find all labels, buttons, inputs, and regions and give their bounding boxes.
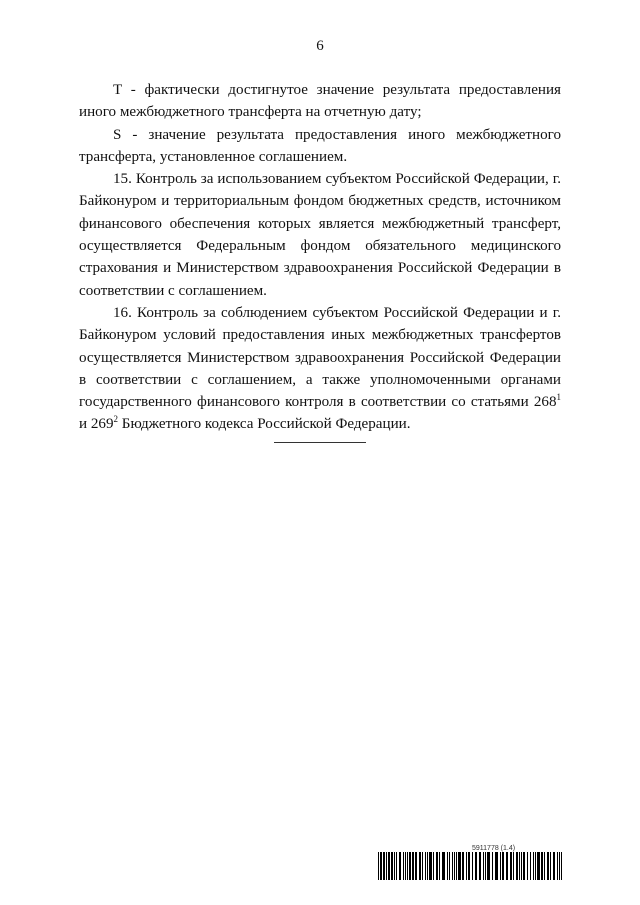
barcode-bar bbox=[433, 852, 434, 880]
barcode-bar bbox=[519, 852, 520, 880]
barcode-bar bbox=[383, 852, 385, 880]
page-number: 6 bbox=[316, 38, 324, 54]
paragraph-s-definition: S - значение результата предоставления иного межбюджетного трансферта, установленное соглашением. bbox=[79, 126, 561, 165]
barcode-bar bbox=[516, 852, 518, 880]
barcode-bar bbox=[479, 852, 481, 880]
barcode-bar bbox=[439, 852, 440, 880]
paragraph-16-text: 16. Контроль за соблюдением субъектом Российской Федерации и г. Байконуром условий предоставления иных межбюджетных трансфертов осуществляется Министерством здравоохранения Российской Федерации в соответствии с соглашением, а также уполномоченными органами государственного финансового контроля в соответствии со статьями 268 bbox=[79, 304, 561, 411]
barcode-bar bbox=[468, 852, 470, 880]
barcode-bar bbox=[553, 852, 555, 880]
barcode-bar bbox=[427, 852, 428, 880]
barcode-bar bbox=[419, 852, 421, 880]
barcode-bar bbox=[429, 852, 432, 880]
barcode-bar bbox=[502, 852, 504, 880]
barcode-bar bbox=[550, 852, 551, 880]
barcode-bar bbox=[462, 852, 464, 880]
barcode-bar bbox=[530, 852, 531, 880]
barcode-bar bbox=[449, 852, 450, 880]
paragraph-16-text-middle: и 269 bbox=[79, 416, 114, 433]
barcode-bar bbox=[394, 852, 395, 880]
barcode-bar bbox=[495, 852, 498, 880]
barcode bbox=[378, 852, 562, 880]
barcode-bar bbox=[442, 852, 445, 880]
barcode-bar bbox=[544, 852, 545, 880]
barcode-bar bbox=[559, 852, 560, 880]
barcode-bar bbox=[472, 852, 473, 880]
barcode-bar bbox=[452, 852, 453, 880]
barcode-bar bbox=[456, 852, 457, 880]
barcode-bar bbox=[492, 852, 493, 880]
barcode-bar bbox=[537, 852, 540, 880]
barcode-bar bbox=[487, 852, 490, 880]
superscript-2: 2 bbox=[113, 414, 118, 425]
barcode-bar bbox=[466, 852, 467, 880]
barcode-bar bbox=[425, 852, 426, 880]
barcode-bar bbox=[475, 852, 477, 880]
barcode-bar bbox=[523, 852, 525, 880]
document-body bbox=[79, 79, 561, 436]
barcode-bar bbox=[458, 852, 461, 880]
barcode-bar bbox=[436, 852, 438, 880]
barcode-bar bbox=[483, 852, 484, 880]
barcode-bar bbox=[403, 852, 404, 880]
barcode-bar bbox=[527, 852, 528, 880]
barcode-bar bbox=[378, 852, 379, 880]
barcode-bar bbox=[533, 852, 534, 880]
barcode-bar bbox=[380, 852, 382, 880]
barcode-bar bbox=[388, 852, 390, 880]
barcode-bar bbox=[547, 852, 549, 880]
barcode-bar bbox=[407, 852, 408, 880]
barcode-bar bbox=[405, 852, 406, 880]
barcode-bar bbox=[485, 852, 486, 880]
superscript-1: 1 bbox=[556, 392, 561, 403]
paragraph-16-text-end: Бюджетного кодекса Российской Федерации. bbox=[118, 416, 411, 433]
paragraph-t-definition: T - фактически достигнутое значение результата предоставления иного межбюджетного трансферта на отчетную дату; bbox=[79, 82, 561, 121]
barcode-bar bbox=[454, 852, 455, 880]
barcode-bar bbox=[422, 852, 423, 880]
barcode-bar bbox=[541, 852, 543, 880]
barcode-bar bbox=[386, 852, 387, 880]
end-separator-line bbox=[274, 442, 366, 443]
barcode-bar bbox=[409, 852, 411, 880]
barcode-bar bbox=[500, 852, 501, 880]
barcode-bar bbox=[396, 852, 397, 880]
barcode-bar bbox=[506, 852, 508, 880]
barcode-bar bbox=[391, 852, 393, 880]
barcode-bar bbox=[561, 852, 562, 880]
barcode-bar bbox=[513, 852, 514, 880]
barcode-bar bbox=[415, 852, 417, 880]
barcode-bar bbox=[535, 852, 536, 880]
paragraph-16 bbox=[79, 302, 561, 436]
document-code: 5911778 (1.4) bbox=[472, 845, 516, 852]
barcode-bar bbox=[510, 852, 512, 880]
barcode-bar bbox=[412, 852, 414, 880]
barcode-bar bbox=[399, 852, 401, 880]
barcode-bar bbox=[557, 852, 558, 880]
paragraph-15: 15. Контроль за использованием субъектом Российской Федерации, г. Байконуром и территориальным фондом бюджетных средств, источником финансового обеспечения которых является межбюджетный трансферт, осуществляется Федеральным фондом обязательного медицинского страхования и Министерством здравоохранения Российской Федерации в соответствии с соглашением. bbox=[79, 171, 561, 299]
barcode-bar bbox=[521, 852, 522, 880]
barcode-bar bbox=[447, 852, 448, 880]
